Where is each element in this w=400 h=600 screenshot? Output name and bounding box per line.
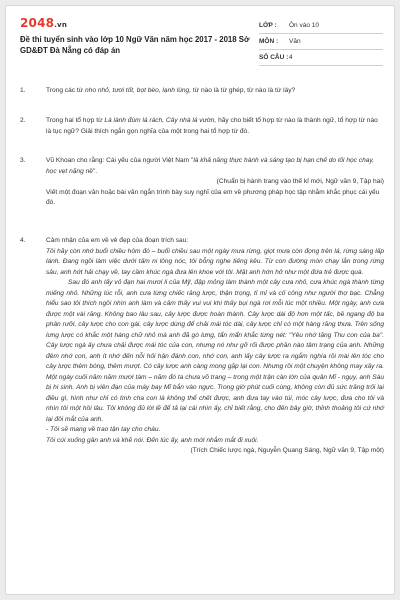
meta-row-count [259,50,383,66]
question-number: 3. [20,157,26,164]
q3-source: (Chuẩn bị hành trang vào thế kỉ mới, Ngữ văn 9, Tập hai) [216,178,384,185]
meta-value: 4 [289,54,293,61]
meta-key: LỚP : [259,22,277,29]
meta-key: SỐ CÂU : [259,54,289,61]
passage-paragraph: - Tôi sẽ mang về trao tận tay cho cháu. [46,426,161,433]
document-title: Đề thi tuyển sinh vào lớp 10 Ngữ Văn năm học 2017 - 2018 Sở GD&ĐT Đà Nẵng có đáp án [20,35,250,55]
q4-intro: Cảm nhận của em về vẻ đẹp của đoạn trích sau: [46,237,189,244]
question-3 [20,156,384,209]
site-logo[interactable] [20,16,67,30]
meta-row-class [259,18,383,34]
meta-table [259,18,383,66]
q1-text-a: Trong các từ [46,87,85,94]
q1-text-b: nho nhỏ, tươi tốt, bọt bèo, lạnh lùng, [84,87,192,94]
q2-text-c: hãy cho biết tổ hợp từ nào là thành ngữ, tổ hợp từ nào là tục ngữ? Giải thích ngắn gọn nghĩa của một trong hai tổ hợp từ đó. [46,117,378,135]
passage-paragraph: Sau đó anh lấy vỏ đạn hai mươi li của Mỹ, đập mỏng làm thành một cây cưa nhỏ, cưa khúc ngà thành từng miếng nhỏ. Những lúc rỗi, anh cưa từng chiếc răng lược, thận trọng, tỉ mỉ và cố công như người thợ bạc. Chẳng hiểu sao tôi thích ngồi nhìn anh làm và cảm thấy vui vui khi thấy bụi ngà rơi mỗi lúc một nhiều. Một ngày, anh cưa được một vài răng. Không bao lâu sau, cây lược được hoàn thành. Cây lược dài độ hơn một tấc, bề ngang độ ba phân rưỡi, cây lược cho con gái, cây lược dùng để chải mái tóc dài, cây lược chỉ có một hàng răng thưa. Trên sống lưng lược có khắc một hàng chữ nhỏ mà anh đã gò lưng, tẩn mẩn khắc từng nét: "Yêu nhớ tặng Thu con của ba". Cây lược ngà ấy chưa chải được mái tóc của con, nhưng nó như gỡ rối được phần nào tâm trạng của anh. Những đêm nhớ con, anh ít nhớ đến nỗi hối hận đánh con, nhớ con, anh lấy cây lược ra ngắm nghía rồi mài lên tóc cho cây lược thêm bóng, thêm mượt. Có cây lược anh càng mong gặp lại con. Nhưng rồi một chuyện không may xảy ra. Một ngày cuối năm năm mươi tám – năm đó ta chưa võ trang – trong một trận càn lớn của quân Mĩ - ngụy, anh Sáu bị hi sinh. Anh bị viên đạn của máy bay Mĩ bắn vào ngực. Trong giờ phút cuối cùng, không còn đủ sức trăng trối lại điều gì, hình như chỉ có tình cha con là không thể chết được, anh đưa tay vào túi, móc cây lược, đưa cho tôi và nhìn tôi một hồi lâu. Tôi không đủ lời lẽ để tả lại cái nhìn ấy, chỉ biết rằng, cho đến bây giờ, thỉnh thoảng tôi cứ nhớ lại đôi mắt của anh. [46,279,385,423]
question-number: 1. [20,87,26,94]
q3-text-c: ". [92,167,98,175]
meta-value: Văn [289,38,301,45]
question-number: 4. [20,237,26,244]
q4-passage [46,247,384,447]
meta-row-subject [259,34,383,50]
logo-brand: 2048 [20,16,55,30]
q3-text-a: Vũ Khoan cho rằng: Cái yếu của người Việt Nam " [46,157,194,164]
question-number: 2. [20,117,26,124]
question-1 [20,86,384,97]
q4-source: (Trích Chiếc lược ngà, Nguyễn Quang Sáng, Ngữ văn 9, Tập một) [190,447,384,454]
q3-task: Viết một đoạn văn hoặc bài văn ngắn trình bày suy nghĩ của em về phương pháp học tập nhằm khắc phục cái yếu đó. [46,188,380,206]
meta-value: Ôn vào 10 [289,22,319,29]
passage-paragraph: Tôi cúi xuống gần anh và khẽ nói. Đến lúc ấy, anh mới nhắm mắt đi xuôi. [46,436,259,444]
meta-key: MÔN : [259,38,279,45]
question-2 [20,116,384,137]
question-4 [20,236,384,457]
q1-text-c: từ nào là từ ghép, từ nào là từ láy? [191,87,296,94]
logo-suffix: .vn [54,21,68,29]
q2-text-b: Lá lành đùm lá rách, Cây nhà lá vườn, [104,117,217,124]
q3-text-b: là khả năng thực hành và sáng tạo bị hạn chế do lối học chay, học vẹt nặng nề [46,157,375,175]
q2-text-a: Trong hai tổ hợp từ [46,117,105,124]
passage-paragraph: Tôi hãy còn nhớ buổi chiều hôm đó – buổi chiều sau một ngày mưa rừng, giọt mưa còn đọng trên lá, rừng sáng lấp lánh. Đang ngồi làm việc dưới tấm ni lông nóc, tôi bỗng nghe tiếng kêu. Từ con đường mòn chạy lẫn trong rừng sâu, anh hớt hải chạy về, tay cầm khúc ngà đưa lên khoe với tôi. Mặt anh hớn hở như một đứa trẻ được quà. [46,247,384,276]
document-page [5,5,395,595]
